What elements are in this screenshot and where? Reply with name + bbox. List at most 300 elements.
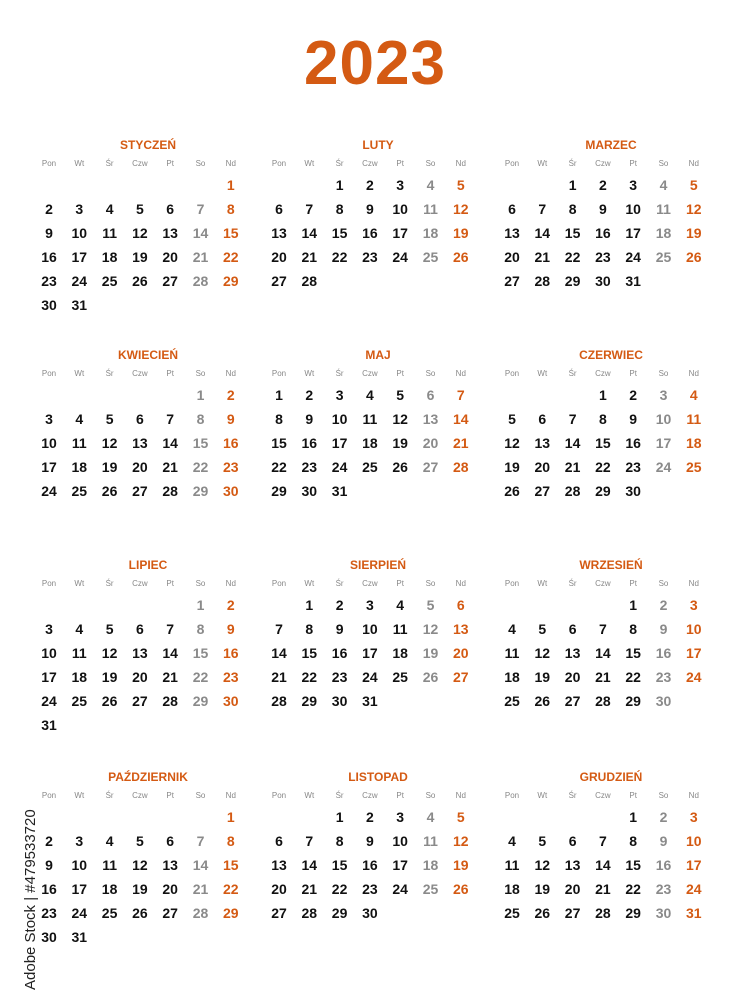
day-cell: 9 — [45, 857, 53, 873]
weekday-header: Czw — [362, 579, 378, 588]
day-cell: 4 — [508, 621, 516, 637]
weekday-header: So — [425, 579, 436, 588]
day-cell: 26 — [686, 249, 702, 265]
day-cell: 24 — [686, 881, 702, 897]
day-cell: 14 — [534, 225, 551, 241]
day-cell: 1 — [305, 597, 314, 613]
day-cell: 3 — [45, 621, 53, 637]
day-cell: 2 — [335, 597, 344, 613]
day-cell: 25 — [422, 881, 439, 897]
day-cell: 18 — [101, 249, 118, 265]
day-cell: 2 — [598, 177, 607, 193]
day-cell: 20 — [504, 249, 520, 265]
weekday-header: Śr — [105, 369, 114, 378]
day-cell: 28 — [192, 905, 209, 921]
day-cell: 5 — [105, 411, 114, 427]
day-cell: 11 — [71, 435, 87, 451]
day-cell: 7 — [598, 833, 607, 849]
day-cell: 18 — [71, 459, 88, 475]
weekday-header: Śr — [335, 159, 344, 168]
day-cell: 1 — [196, 387, 205, 403]
day-cell: 3 — [75, 833, 84, 849]
day-cell: 20 — [132, 669, 148, 685]
day-cell: 11 — [392, 621, 408, 637]
day-cell: 4 — [75, 411, 84, 427]
day-cell: 16 — [301, 435, 318, 451]
day-cell: 13 — [271, 857, 287, 873]
day-cell: 15 — [625, 857, 641, 873]
day-cell: 21 — [534, 249, 551, 265]
day-cell: 26 — [392, 459, 408, 475]
weekday-header: Nd — [225, 159, 236, 168]
day-cell: 11 — [102, 225, 117, 241]
day-cell: 30 — [223, 483, 239, 499]
day-cell: 30 — [41, 929, 57, 945]
day-cell: 12 — [392, 411, 408, 427]
day-cell: 19 — [453, 857, 469, 873]
day-cell: 21 — [453, 435, 469, 451]
day-cell: 28 — [162, 483, 178, 499]
day-cell: 25 — [101, 273, 118, 289]
day-cell: 30 — [595, 273, 611, 289]
day-cell: 31 — [41, 717, 57, 733]
day-cell: 5 — [538, 621, 547, 637]
day-cell: 28 — [534, 273, 551, 289]
day-cell: 7 — [196, 201, 205, 217]
day-cell: 11 — [656, 201, 671, 217]
weekday-header: Wt — [537, 579, 548, 588]
day-cell: 11 — [504, 645, 520, 661]
day-cell: 26 — [101, 693, 118, 709]
day-cell: 19 — [453, 225, 469, 241]
weekday-header: Pt — [396, 579, 404, 588]
day-cell: 21 — [595, 669, 611, 685]
day-cell: 25 — [362, 459, 378, 475]
day-cell: 7 — [305, 201, 314, 217]
day-cell: 7 — [166, 621, 175, 637]
day-cell: 25 — [71, 483, 88, 499]
day-cell: 27 — [504, 273, 520, 289]
day-cell: 17 — [41, 669, 57, 685]
month-block — [42, 348, 254, 548]
day-cell: 30 — [223, 693, 239, 709]
day-cell: 28 — [271, 693, 287, 709]
day-cell: 17 — [655, 435, 672, 451]
day-cell: 4 — [396, 597, 405, 613]
day-cell: 19 — [101, 459, 118, 475]
day-cell: 24 — [41, 693, 57, 709]
day-cell: 13 — [132, 645, 148, 661]
day-cell: 6 — [568, 621, 577, 637]
weekday-header: Wt — [537, 369, 548, 378]
weekday-header: Śr — [105, 791, 114, 800]
day-cell: 8 — [568, 201, 577, 217]
day-cell: 15 — [564, 225, 581, 241]
month-block — [505, 770, 717, 970]
weekday-header: Pon — [271, 579, 287, 588]
day-cell: 23 — [41, 273, 57, 289]
weekday-header: Czw — [362, 369, 378, 378]
day-cell: 19 — [686, 225, 702, 241]
day-cell: 8 — [275, 411, 283, 427]
day-cell: 8 — [226, 201, 235, 217]
day-cell: 24 — [625, 249, 641, 265]
day-cell: 22 — [625, 881, 641, 897]
weekday-header: So — [658, 159, 669, 168]
day-cell: 2 — [226, 387, 235, 403]
weekday-header: Czw — [132, 369, 148, 378]
day-cell: 15 — [301, 645, 318, 661]
day-cell: 9 — [226, 621, 235, 637]
day-cell: 14 — [271, 645, 287, 661]
day-cell: 18 — [392, 645, 408, 661]
day-cell: 7 — [196, 833, 205, 849]
weekday-header: Śr — [105, 159, 114, 168]
day-cell: 9 — [365, 201, 374, 217]
day-cell: 17 — [392, 857, 408, 873]
weekday-header: So — [195, 791, 206, 800]
day-cell: 21 — [162, 669, 178, 685]
day-cell: 1 — [196, 597, 205, 613]
weekday-header: Nd — [225, 369, 236, 378]
day-cell: 11 — [423, 833, 438, 849]
day-cell: 10 — [655, 411, 672, 427]
day-cell: 4 — [105, 833, 114, 849]
day-cell: 22 — [223, 249, 239, 265]
day-cell: 5 — [538, 833, 547, 849]
day-cell: 2 — [659, 597, 668, 613]
day-cell: 18 — [504, 881, 520, 897]
day-cell: 10 — [362, 621, 378, 637]
weekday-header: Wt — [537, 159, 548, 168]
day-cell: 19 — [101, 669, 118, 685]
day-cell: 15 — [625, 645, 641, 661]
day-cell: 22 — [331, 881, 348, 897]
day-cell: 13 — [534, 435, 551, 451]
day-cell: 15 — [192, 435, 209, 451]
weekday-header: Pt — [166, 369, 174, 378]
day-cell: 7 — [166, 411, 175, 427]
weekday-header: Pon — [504, 791, 520, 800]
day-cell: 22 — [192, 459, 209, 475]
day-cell: 8 — [196, 411, 205, 427]
day-cell: 16 — [223, 645, 239, 661]
day-cell: 25 — [504, 693, 520, 709]
day-cell: 9 — [45, 225, 53, 241]
day-cell: 5 — [135, 201, 144, 217]
day-cell: 23 — [625, 459, 641, 475]
day-cell: 28 — [564, 483, 581, 499]
weekday-header: Nd — [688, 159, 699, 168]
month-name: SIERPIEŃ — [349, 558, 406, 572]
day-cell: 19 — [392, 435, 408, 451]
weekday-header: So — [195, 369, 206, 378]
day-cell: 28 — [453, 459, 469, 475]
year-title: 2023 — [304, 29, 446, 98]
day-cell: 23 — [331, 669, 348, 685]
day-cell: 3 — [45, 411, 53, 427]
day-cell: 20 — [162, 249, 178, 265]
day-cell: 19 — [534, 669, 551, 685]
month-name: GRUDZIEŃ — [579, 770, 643, 784]
day-cell: 10 — [41, 645, 57, 661]
weekday-header: Śr — [568, 791, 577, 800]
day-cell: 1 — [335, 809, 344, 825]
day-cell: 25 — [655, 249, 672, 265]
day-cell: 6 — [166, 833, 175, 849]
day-cell: 20 — [162, 881, 178, 897]
day-cell: 22 — [625, 669, 641, 685]
day-cell: 6 — [135, 411, 144, 427]
day-cell: 27 — [162, 273, 178, 289]
weekday-header: Wt — [304, 791, 315, 800]
day-cell: 29 — [301, 693, 318, 709]
weekday-header: So — [195, 159, 206, 168]
day-cell: 22 — [564, 249, 581, 265]
month-name: KWIECIEŃ — [118, 348, 178, 362]
day-cell: 4 — [75, 621, 84, 637]
day-cell: 16 — [362, 857, 378, 873]
day-cell: 16 — [625, 435, 641, 451]
day-cell: 23 — [595, 249, 611, 265]
month-name: PAŹDZIERNIK — [108, 770, 188, 784]
day-cell: 30 — [625, 483, 641, 499]
weekday-header: Pon — [271, 369, 287, 378]
day-cell: 6 — [456, 597, 465, 613]
day-cell: 24 — [392, 881, 408, 897]
day-cell: 24 — [655, 459, 672, 475]
day-cell: 16 — [595, 225, 611, 241]
day-cell: 4 — [689, 387, 698, 403]
month-block — [272, 770, 484, 970]
day-cell: 6 — [568, 833, 577, 849]
weekday-header: So — [425, 791, 436, 800]
day-cell: 13 — [271, 225, 287, 241]
day-cell: 12 — [453, 201, 469, 217]
weekday-header: Pon — [41, 159, 57, 168]
weekday-header: Pt — [166, 791, 174, 800]
weekday-header: Nd — [688, 579, 699, 588]
day-cell: 21 — [564, 459, 581, 475]
day-cell: 5 — [456, 177, 465, 193]
weekday-header: Wt — [74, 791, 85, 800]
day-cell: 18 — [422, 857, 439, 873]
weekday-header: So — [658, 579, 669, 588]
day-cell: 26 — [453, 881, 469, 897]
day-cell: 25 — [686, 459, 702, 475]
day-cell: 13 — [162, 857, 178, 873]
day-cell: 13 — [162, 225, 178, 241]
day-cell: 18 — [504, 669, 520, 685]
day-cell: 12 — [101, 435, 118, 451]
day-cell: 8 — [629, 621, 638, 637]
day-cell: 4 — [105, 201, 114, 217]
day-cell: 5 — [508, 411, 516, 427]
day-cell: 31 — [71, 929, 88, 945]
day-cell: 14 — [192, 857, 209, 873]
day-cell: 2 — [45, 201, 53, 217]
day-cell: 23 — [41, 905, 57, 921]
day-cell: 24 — [331, 459, 348, 475]
weekday-header: So — [658, 791, 669, 800]
day-cell: 30 — [655, 693, 672, 709]
weekday-header: Pon — [271, 159, 287, 168]
day-cell: 7 — [275, 621, 283, 637]
day-cell: 15 — [223, 857, 239, 873]
day-cell: 6 — [508, 201, 516, 217]
weekday-header: Wt — [74, 159, 85, 168]
day-cell: 7 — [568, 411, 577, 427]
day-cell: 17 — [625, 225, 641, 241]
day-cell: 8 — [335, 833, 344, 849]
day-cell: 10 — [331, 411, 348, 427]
weekday-header: Nd — [455, 159, 466, 168]
day-cell: 30 — [41, 297, 57, 313]
day-cell: 18 — [71, 669, 88, 685]
month-block — [505, 138, 717, 338]
day-cell: 12 — [101, 645, 118, 661]
weekday-header: Wt — [74, 579, 85, 588]
day-cell: 20 — [564, 669, 581, 685]
day-cell: 3 — [659, 387, 668, 403]
day-cell: 4 — [659, 177, 668, 193]
day-cell: 10 — [41, 435, 57, 451]
day-cell: 27 — [132, 693, 148, 709]
day-cell: 22 — [271, 459, 287, 475]
weekday-header: Nd — [455, 791, 466, 800]
day-cell: 12 — [132, 225, 148, 241]
day-cell: 31 — [71, 297, 88, 313]
day-cell: 5 — [105, 621, 114, 637]
month-block — [272, 138, 484, 338]
day-cell: 1 — [598, 387, 607, 403]
weekday-header: Pon — [41, 579, 57, 588]
day-cell: 14 — [301, 225, 318, 241]
day-cell: 9 — [598, 201, 607, 217]
day-cell: 26 — [132, 905, 148, 921]
weekday-header: Czw — [362, 791, 378, 800]
day-cell: 3 — [365, 597, 374, 613]
day-cell: 15 — [192, 645, 209, 661]
day-cell: 23 — [655, 881, 672, 897]
weekday-header: Czw — [132, 159, 148, 168]
day-cell: 5 — [456, 809, 465, 825]
day-cell: 19 — [504, 459, 520, 475]
day-cell: 17 — [392, 225, 408, 241]
weekday-header: Czw — [595, 369, 611, 378]
day-cell: 21 — [162, 459, 178, 475]
weekday-header: Wt — [304, 369, 315, 378]
day-cell: 11 — [504, 857, 520, 873]
day-cell: 24 — [71, 273, 88, 289]
day-cell: 24 — [686, 669, 702, 685]
day-cell: 20 — [271, 881, 287, 897]
day-cell: 10 — [71, 225, 88, 241]
day-cell: 27 — [534, 483, 551, 499]
day-cell: 1 — [275, 387, 283, 403]
day-cell: 3 — [75, 201, 84, 217]
day-cell: 28 — [595, 905, 611, 921]
day-cell: 31 — [362, 693, 378, 709]
month-block — [505, 348, 717, 548]
day-cell: 22 — [223, 881, 239, 897]
day-cell: 29 — [223, 273, 239, 289]
day-cell: 20 — [271, 249, 287, 265]
weekday-header: Śr — [568, 369, 577, 378]
day-cell: 6 — [275, 201, 283, 217]
day-cell: 3 — [335, 387, 344, 403]
weekday-header: Pt — [629, 579, 637, 588]
day-cell: 15 — [271, 435, 287, 451]
day-cell: 9 — [226, 411, 235, 427]
day-cell: 13 — [422, 411, 439, 427]
day-cell: 8 — [196, 621, 205, 637]
day-cell: 14 — [453, 411, 469, 427]
month-block — [272, 558, 484, 758]
weekday-header: So — [425, 369, 436, 378]
day-cell: 29 — [271, 483, 287, 499]
day-cell: 27 — [564, 693, 581, 709]
day-cell: 26 — [132, 273, 148, 289]
day-cell: 26 — [453, 249, 469, 265]
day-cell: 17 — [686, 857, 702, 873]
day-cell: 3 — [689, 597, 698, 613]
day-cell: 25 — [71, 693, 88, 709]
day-cell: 13 — [564, 857, 581, 873]
day-cell: 10 — [686, 621, 702, 637]
day-cell: 2 — [659, 809, 668, 825]
day-cell: 8 — [305, 621, 314, 637]
day-cell: 1 — [335, 177, 344, 193]
day-cell: 18 — [686, 435, 702, 451]
day-cell: 22 — [192, 669, 209, 685]
day-cell: 12 — [686, 201, 702, 217]
day-cell: 3 — [629, 177, 638, 193]
stock-watermark — [4, 760, 39, 990]
day-cell: 29 — [564, 273, 581, 289]
day-cell: 2 — [365, 809, 374, 825]
weekday-header: Czw — [362, 159, 378, 168]
day-cell: 29 — [595, 483, 611, 499]
day-cell: 17 — [331, 435, 348, 451]
weekday-header: So — [658, 369, 669, 378]
day-cell: 8 — [629, 833, 638, 849]
day-cell: 30 — [655, 905, 672, 921]
day-cell: 21 — [271, 669, 287, 685]
day-cell: 1 — [226, 177, 235, 193]
day-cell: 31 — [331, 483, 348, 499]
day-cell: 9 — [659, 621, 668, 637]
day-cell: 2 — [365, 177, 374, 193]
day-cell: 28 — [595, 693, 611, 709]
weekday-header: Nd — [455, 369, 466, 378]
weekday-header: Pt — [629, 369, 637, 378]
day-cell: 18 — [422, 225, 439, 241]
day-cell: 12 — [453, 833, 469, 849]
weekday-header: Wt — [537, 791, 548, 800]
day-cell: 19 — [132, 249, 148, 265]
day-cell: 21 — [192, 881, 209, 897]
day-cell: 1 — [568, 177, 577, 193]
day-cell: 27 — [162, 905, 178, 921]
weekday-header: Nd — [225, 791, 236, 800]
weekday-header: Pon — [41, 369, 57, 378]
day-cell: 19 — [534, 881, 551, 897]
day-cell: 6 — [426, 387, 435, 403]
day-cell: 7 — [305, 833, 314, 849]
day-cell: 11 — [102, 857, 117, 873]
day-cell: 29 — [625, 693, 641, 709]
